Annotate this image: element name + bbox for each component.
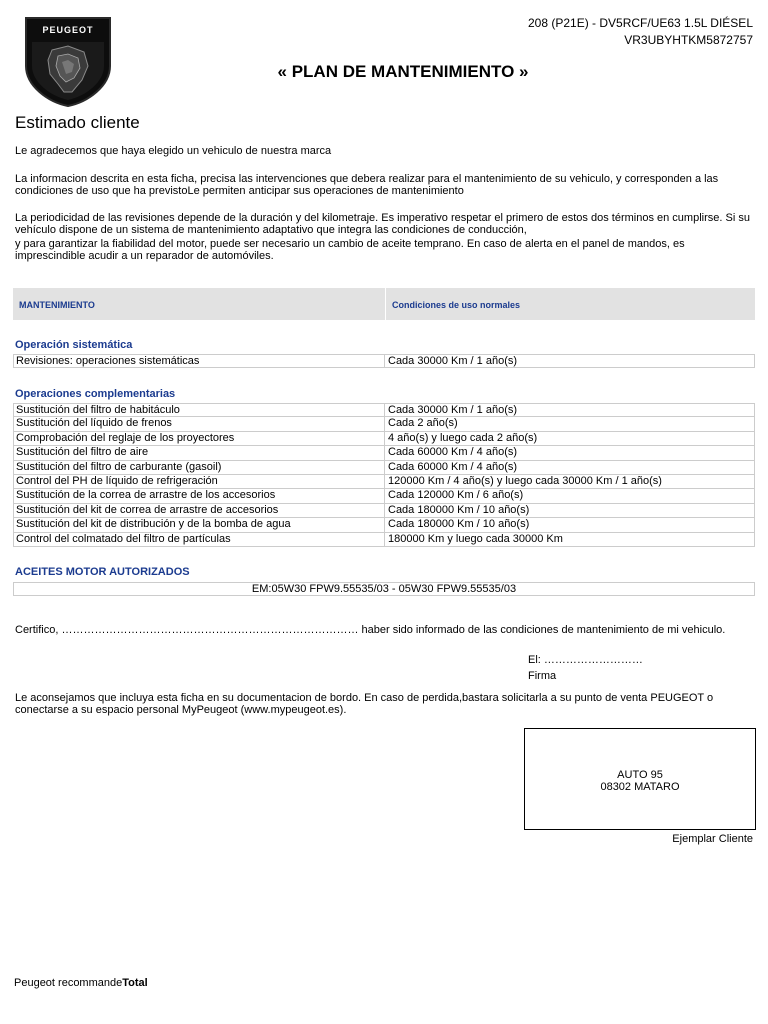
operation-cell: Revisiones: operaciones sistemáticas <box>16 355 200 367</box>
signature-label: Firma <box>528 670 557 682</box>
footer-text: Peugeot recommande <box>14 977 123 989</box>
column-header-maintenance: MANTENIMIENTO <box>19 300 95 310</box>
intro-paragraph-1: Le agradecemos que haya elegido un vehiculo de nuestra marca <box>15 145 332 157</box>
condition-cell: Cada 30000 Km / 1 año(s) <box>388 355 518 367</box>
table-row <box>13 403 755 417</box>
condition-cell: Cada 60000 Km / 4 año(s) <box>388 460 518 473</box>
footer <box>14 977 148 989</box>
table-row <box>13 533 755 547</box>
condition-cell: 180000 Km y luego cada 30000 Km <box>388 532 563 545</box>
table-row <box>13 446 755 460</box>
complementary-heading: Operaciones complementarias <box>15 388 176 400</box>
vehicle-model: 208 (P21E) - DV5RCF/UE63 1.5L DIÉSEL <box>528 16 753 30</box>
systematic-rows <box>13 354 755 368</box>
table-row <box>13 432 755 446</box>
column-header-conditions: Condiciones de uso normales <box>385 288 755 320</box>
operation-cell: Sustitución del kit de correa de arrastre de accesorios <box>16 503 279 516</box>
dealer-stamp-box <box>524 728 756 830</box>
table-row <box>13 461 755 475</box>
peugeot-logo <box>22 14 114 108</box>
maintenance-table-header <box>13 288 755 320</box>
condition-cell: Cada 60000 Km / 4 año(s) <box>388 446 518 459</box>
operation-cell: Control del PH de líquido de refrigeración <box>16 474 218 487</box>
intro-paragraph-2: La informacion descrita en esta ficha, precisa las intervenciones que debera realizar para el mantenimiento de su vehiculo, y corresponden a las condiciones de uso que ha previstoLe permiten anticipar sus operaciones de mantenimiento <box>15 173 719 197</box>
intro-paragraph-3b: y para garantizar la fiabilidad del motor, puede ser necesario un cambio de aceite temprano. En caso de alerta en el panel de mandos, es imprescindible acudir a un reparador de automóviles. <box>15 238 685 262</box>
dealer-name: AUTO 95 <box>617 769 663 781</box>
footer-brand: Total <box>122 977 148 989</box>
date-line: El: ……………………… <box>528 654 643 666</box>
condition-cell: Cada 180000 Km / 10 año(s) <box>388 518 530 531</box>
copy-label: Ejemplar Cliente <box>672 833 753 845</box>
condition-cell: Cada 180000 Km / 10 año(s) <box>388 503 530 516</box>
table-row <box>13 504 755 518</box>
vehicle-vin: VR3UBYHTKM5872757 <box>624 33 753 47</box>
intro-paragraph-3a: La periodicidad de las revisiones depende de la duración y del kilometraje. Es imperativo respetar el primero de estos dos términos en cumplirse. Si su vehículo dispone de un sistema de mantenimiento adaptativo que integra las condiciones de conducción, <box>15 212 750 236</box>
oils-value: EM:05W30 FPW9.55535/03 - 05W30 FPW9.55535/03 <box>13 582 755 596</box>
condition-cell: Cada 2 año(s) <box>388 417 458 430</box>
operation-cell: Sustitución del kit de distribución y de la bomba de agua <box>16 518 291 531</box>
operation-cell: Sustitución del filtro de habitáculo <box>16 404 180 416</box>
advice-text: Le aconsejamos que incluya esta ficha en su documentacion de bordo. En caso de perdida,bastara solicitarla a su punto de venta PEUGEOT o conectarse a su espacio personal MyPeugeot (www.mypeugeot.es). <box>15 692 714 716</box>
condition-cell: 4 año(s) y luego cada 2 año(s) <box>388 431 538 444</box>
table-row <box>13 475 755 489</box>
table-row <box>13 489 755 503</box>
certify-text: Certifico, ……………………………………………………………………… haber sido informado de las condiciones de mantenimiento de mi vehiculo. <box>15 624 726 636</box>
condition-cell: Cada 120000 Km / 6 año(s) <box>388 489 524 502</box>
operation-cell: Control del colmatado del filtro de partículas <box>16 532 231 545</box>
table-row <box>13 518 755 532</box>
operation-cell: Sustitución del filtro de aire <box>16 446 149 459</box>
greeting: Estimado cliente <box>15 113 140 132</box>
oils-heading: ACEITES MOTOR AUTORIZADOS <box>15 566 190 578</box>
systematic-heading: Operación sistemática <box>15 339 133 351</box>
table-row <box>13 417 755 431</box>
condition-cell: Cada 30000 Km / 1 año(s) <box>388 404 518 416</box>
dealer-address: 08302 MATARO <box>600 781 680 793</box>
logo-text: PEUGEOT <box>42 25 94 35</box>
condition-cell: 120000 Km / 4 año(s) y luego cada 30000 Km / 1 año(s) <box>388 474 662 487</box>
complementary-rows <box>13 403 755 547</box>
table-row <box>13 354 755 368</box>
operation-cell: Sustitución del líquido de frenos <box>16 417 172 430</box>
operation-cell: Sustitución del filtro de carburante (gasoil) <box>16 460 222 473</box>
operation-cell: Sustitución de la correa de arrastre de los accesorios <box>16 489 276 502</box>
operation-cell: Comprobación del reglaje de los proyectores <box>16 431 235 444</box>
vehicle-info <box>528 15 753 49</box>
page-title: « PLAN DE MANTENIMIENTO » <box>277 62 529 81</box>
